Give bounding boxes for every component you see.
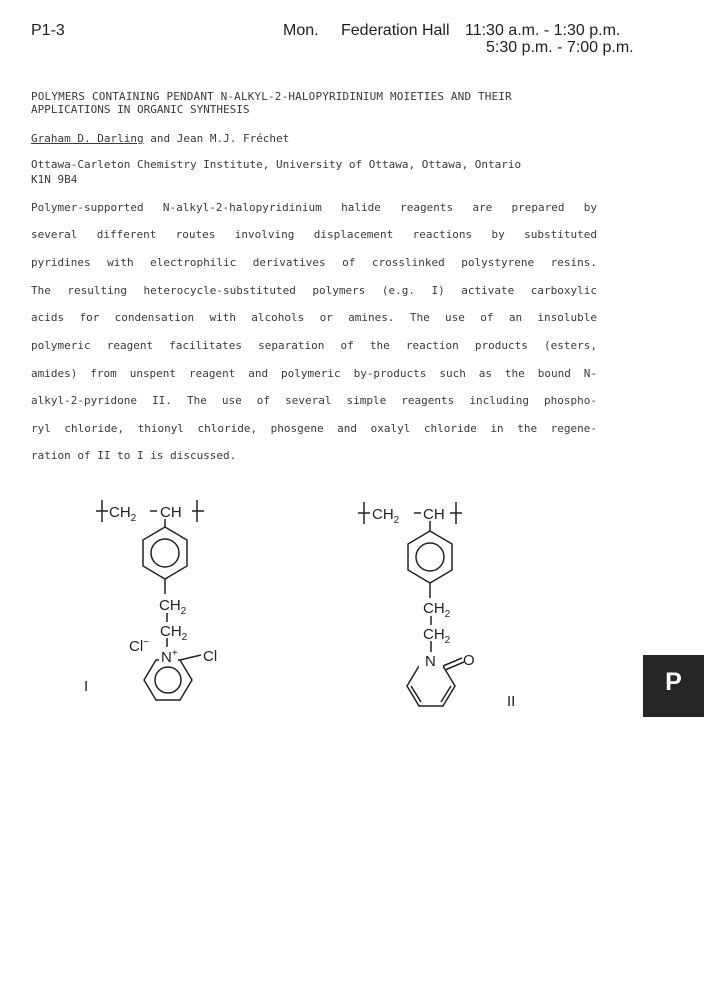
abstract-line: The resulting heterocycle-substituted polymers (e.g. I) activate carboxylic (31, 284, 597, 297)
abstract-line: polymeric reagent facilitates separation of the reaction products (esters, (31, 339, 597, 352)
section-tab-letter: P (665, 668, 682, 696)
abstract-line: amides) from unspent reagent and polymeric by-products such as the bound N- (31, 367, 597, 380)
session-day: Mon. (283, 22, 319, 39)
structure-i (96, 500, 204, 700)
c-cl-bond (180, 655, 201, 660)
pyridone-ring (407, 666, 455, 706)
author-connector: and (150, 132, 171, 145)
linker-ch2-label: $CH_2$ (423, 626, 451, 646)
session-venue: Federation Hall (341, 22, 450, 39)
backbone-bracket-right (450, 502, 462, 524)
session-time-2: 5:30 p.m. - 7:00 p.m. (486, 39, 634, 56)
section-tab (643, 655, 704, 717)
abstract-line: pyridines with electrophilic derivatives of crosslinked polystyrene resins. (31, 256, 597, 269)
benzene-ring (408, 531, 452, 583)
abstract-line: acids for condensation with alcohols or amines. The use of an insoluble (31, 311, 597, 324)
abstract-line: alkyl-2-pyridone II. The use of several simple reagents including phospho- (31, 394, 597, 407)
abstract-line: ryl chloride, thionyl chloride, phosgene and oxalyl chloride in the regene- (31, 422, 597, 435)
backbone-ch2-label: $CH_2$ (109, 504, 137, 524)
structure-label: I (84, 678, 89, 695)
backbone-bracket-left (358, 502, 370, 524)
chlorine-label: Cl (203, 648, 218, 665)
affiliation-line-1: Ottawa-Carleton Chemistry Institute, University of Ottawa, Ottawa, Ontario (31, 158, 522, 171)
benzene-ring (143, 527, 187, 579)
nitrogen-label: N+ (161, 648, 178, 666)
linker-ch2-label: $CH_2$ (423, 600, 451, 620)
backbone-ch-label: CH (160, 504, 182, 521)
oxygen-label: O (463, 652, 475, 669)
pyridinium-ring (144, 660, 192, 700)
linker-ch2-label: $CH_2$ (159, 597, 187, 617)
structure-i-labels (84, 504, 217, 695)
structure-ii-labels (372, 506, 515, 710)
session-time-1: 11:30 a.m. - 1:30 p.m. (465, 22, 621, 39)
backbone-bracket-right (192, 500, 204, 522)
nitrogen-label: N (425, 653, 436, 670)
aromatic-circle (151, 539, 179, 567)
linker-ch2-label: $CH_2$ (160, 623, 188, 643)
aromatic-circle (416, 543, 444, 571)
paper-code: P1-3 (31, 22, 65, 39)
title-line-2: APPLICATIONS IN ORGANIC SYNTHESIS (31, 103, 250, 116)
pyridinium-aromatic-circle (155, 667, 181, 693)
abstract-line: several different routes involving displacement reactions by substituted (31, 228, 597, 241)
presenting-author: Graham D. Darling (31, 132, 144, 145)
abstract-line: Polymer-supported N-alkyl-2-halopyridinium halide reagents are prepared by (31, 201, 597, 214)
backbone-ch-label: CH (423, 506, 445, 523)
title-line-1: POLYMERS CONTAINING PENDANT N-ALKYL-2-HALOPYRIDINIUM MOIETIES AND THEIR (31, 90, 512, 103)
affiliation-line-2: K1N 9B4 (31, 173, 78, 186)
backbone-ch2-label: $CH_2$ (372, 506, 400, 526)
counterion-label: Cl− (129, 637, 150, 655)
structure-label: II (507, 693, 516, 710)
backbone-bracket-left (96, 500, 108, 522)
structure-ii (358, 502, 464, 706)
co-author: Jean M.J. Fréchet (176, 132, 290, 145)
abstract-line: ration of II to I is discussed. (31, 449, 237, 462)
